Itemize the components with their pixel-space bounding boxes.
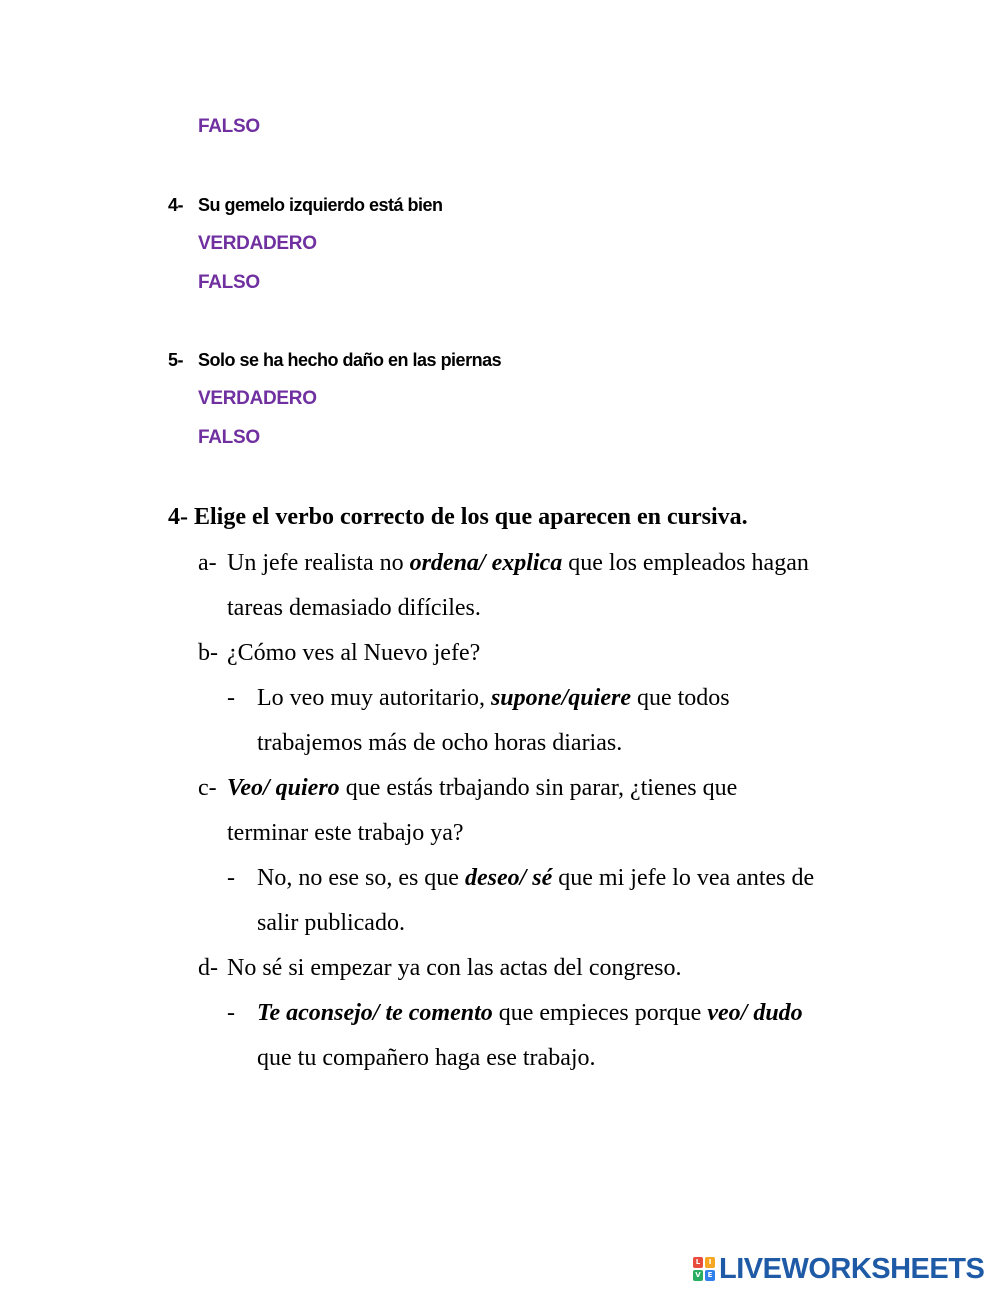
logo-block: L	[693, 1257, 703, 1268]
liveworksheets-logo[interactable]	[693, 1255, 984, 1283]
question-text: Su gemelo izquierdo está bien	[198, 195, 443, 215]
item-text: que estás trbajando sin parar, ¿tienes que	[345, 775, 738, 801]
item-label: d-	[198, 955, 218, 981]
logo-block: I	[705, 1257, 715, 1268]
exercise-title: Elige el verbo correcto de los que aparecen en cursiva.	[194, 504, 748, 530]
logo-blocks-icon	[693, 1257, 715, 1281]
item-label: a-	[198, 550, 217, 576]
verb-choice-b[interactable]: supone/quiere	[490, 685, 631, 711]
item-text: que mi jefe lo vea antes de	[558, 865, 815, 891]
reply-dash: -	[227, 685, 235, 711]
item-label: b-	[198, 640, 218, 666]
option-falso-q5[interactable]: FALSO	[198, 427, 260, 448]
logo-block: V	[693, 1270, 703, 1281]
question-text: Solo se ha hecho daño en las piernas	[198, 350, 502, 370]
verb-choice-c[interactable]: Veo/ quiero	[227, 775, 340, 801]
item-text: Un jefe realista no	[227, 550, 404, 576]
verb-choice-c-reply[interactable]: deseo/ sé	[464, 865, 553, 891]
item-b-reply-line2: trabajemos más de ocho horas diarias.	[257, 730, 623, 756]
item-d-reply-line2: que tu compañero haga ese trabajo.	[257, 1045, 596, 1071]
question-5	[168, 350, 501, 371]
option-falso-q4[interactable]: FALSO	[198, 272, 260, 293]
option-verdadero-q4[interactable]: VERDADERO	[198, 233, 317, 254]
item-c-line2: terminar este trabajo ya?	[227, 820, 464, 846]
question-4	[168, 195, 443, 216]
item-text: que todos	[636, 685, 730, 711]
item-text: ¿Cómo ves al Nuevo jefe?	[227, 640, 481, 666]
item-a-line2: tareas demasiado difíciles.	[227, 595, 481, 621]
verb-choice-d2[interactable]: veo/ dudo	[707, 1000, 803, 1026]
question-number: 4-	[168, 195, 184, 215]
exercise-number: 4-	[168, 504, 188, 530]
logo-block: E	[705, 1270, 715, 1281]
item-text: Lo veo muy autoritario,	[257, 685, 485, 711]
item-text: que los empleados hagan	[568, 550, 809, 576]
exercise-heading	[168, 504, 748, 531]
verb-choice-d1[interactable]: Te aconsejo/ te comento	[257, 1000, 493, 1026]
option-verdadero-q5[interactable]: VERDADERO	[198, 388, 317, 409]
option-falso-q3[interactable]: FALSO	[198, 116, 260, 137]
logo-text: LIVEWORKSHEETS	[719, 1253, 985, 1285]
item-c-reply-line2: salir publicado.	[257, 910, 405, 936]
reply-dash: -	[227, 1000, 235, 1026]
item-label: c-	[198, 775, 217, 801]
question-number: 5-	[168, 350, 184, 370]
reply-dash: -	[227, 865, 235, 891]
verb-choice-a[interactable]: ordena/ explica	[409, 550, 563, 576]
item-text: No, no ese so, es que	[257, 865, 459, 891]
item-text: No sé si empezar ya con las actas del congreso.	[227, 955, 682, 981]
item-text: que empieces porque	[498, 1000, 702, 1026]
